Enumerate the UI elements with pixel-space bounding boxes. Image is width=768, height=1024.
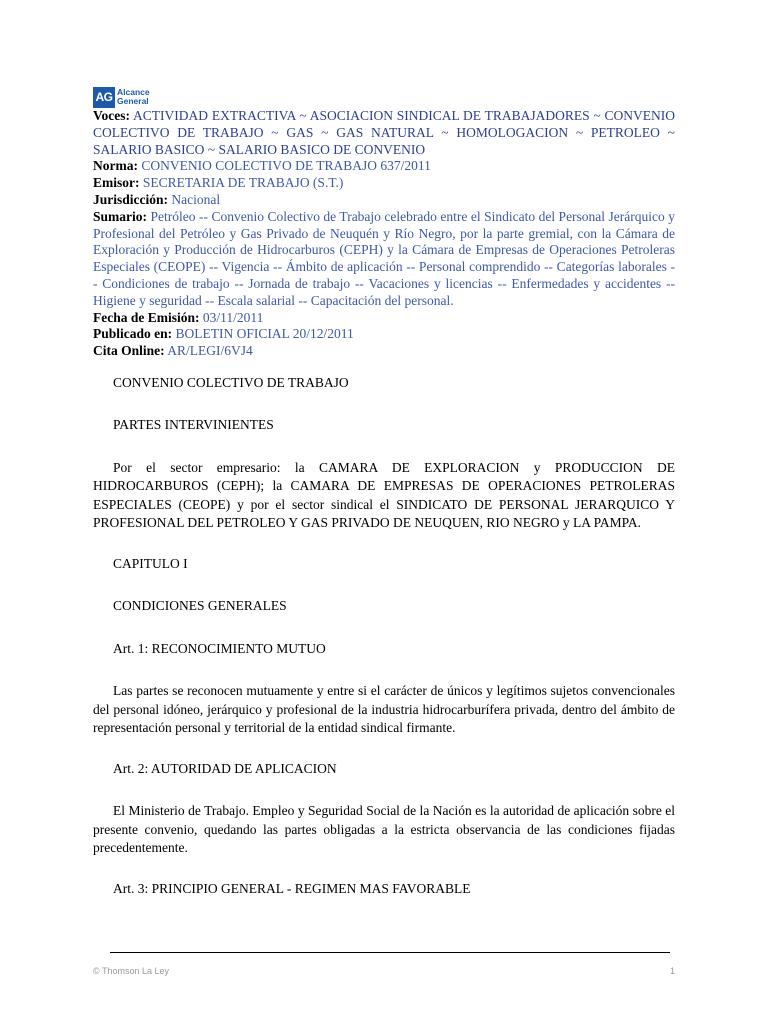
paragraph-art1: Las partes se reconocen mutuamente y entre si el carácter de únicos y legítimos sujetos convencionales del personal idóneo, jerárquico y profesional de la industria hidrocarburífera privada, dentro del ámbito de representación personal y territorial de la entidad sindical firmante. [93, 683, 675, 736]
heading-art1: Art. 1: RECONOCIMIENTO MUTUO [113, 640, 326, 656]
document-page [93, 86, 675, 922]
fecha-row [93, 310, 675, 327]
logo-ag-icon: AG [93, 87, 115, 108]
sumario-row [93, 209, 675, 310]
heading-capitulo: CAPITULO I [113, 555, 188, 571]
alcance-general-logo [93, 86, 675, 108]
heading-partes: PARTES INTERVINIENTES [113, 417, 274, 433]
norma-label: Norma: [93, 158, 138, 174]
emisor-value: SECRETARIA DE TRABAJO (S.T.) [142, 175, 344, 191]
emisor-label: Emisor: [93, 175, 140, 191]
paragraph-partes: Por el sector empresario: la CAMARA DE EXPLORACION y PRODUCCION DE HIDROCARBUROS (CEPH); la CAMARA DE EMPRESAS DE OPERACIONES PETROLERAS ESPECIALES (CEOPE) y por el sector sindical el SINDICATO DE PERSONAL JERARQUICO Y PROFESIONAL DEL PETROLEO Y GAS PRIVADO DE NEUQUEN, RIO NEGRO y LA PAMPA. [93, 459, 675, 531]
page-footer [93, 966, 675, 976]
heading-convenio: CONVENIO COLECTIVO DE TRABAJO [113, 374, 349, 390]
voces-value: ACTIVIDAD EXTRACTIVA ~ ASOCIACION SINDICAL DE TRABAJADORES ~ CONVENIO COLECTIVO DE TRABAJO ~ GAS ~ GAS NATURAL ~ HOMOLOGACION ~ PETROLEO ~ SALARIO BASICO ~ SALARIO BASICO DE CONVENIO [93, 108, 675, 157]
heading-condiciones: CONDICIONES GENERALES [113, 598, 287, 614]
logo-text [117, 88, 150, 106]
paragraph-art2: El Ministerio de Trabajo. Empleo y Seguridad Social de la Nación es la autoridad de aplicación sobre el presente convenio, quedando las partes obligadas a la estricta observancia de las condiciones fijadas precedentemente. [93, 803, 675, 856]
cita-value: AR/LEGI/6VJ4 [167, 343, 253, 359]
footer-copyright: © Thomson La Ley [93, 966, 170, 976]
emisor-row [93, 175, 675, 192]
page-number: 1 [669, 966, 675, 976]
heading-art2: Art. 2: AUTORIDAD DE APLICACION [113, 760, 337, 776]
jurisdiccion-value: Nacional [171, 191, 221, 207]
voces-label: Voces: [93, 108, 130, 123]
document-metadata [93, 108, 675, 360]
publicado-row [93, 326, 675, 343]
fecha-value: 03/11/2011 [202, 309, 264, 325]
publicado-value: BOLETIN OFICIAL 20/12/2011 [175, 326, 354, 342]
norma-row [93, 158, 675, 175]
publicado-label: Publicado en: [93, 326, 173, 342]
voces-row [93, 108, 675, 158]
sumario-value: Petróleo -- Convenio Colectivo de Trabajo celebrado entre el Sindicato del Personal Jerárquico y Profesional del Petróleo y Gas Privado de Neuquén y Río Negro, por la parte gremial, con la Cámara de Exploración y Producción de Hidrocarburos (CEPH) y la Cámara de Empresas de Operaciones Petroleras Especiales (CEOPE) -- Vigencia -- Ámbito de aplicación -- Personal comprendido -- Categorías laborales -- Condiciones de trabajo -- Jornada de trabajo -- Vacaciones y licencias -- Enfermedades y accidentes -- Higiene y seguridad -- Escala salarial -- Capacitación del personal. [93, 208, 676, 308]
jurisdiccion-label: Jurisdicción: [93, 191, 169, 207]
logo-line1: Alcance [117, 87, 150, 97]
document-body [93, 374, 675, 899]
footer-divider [110, 952, 670, 953]
heading-art3: Art. 3: PRINCIPIO GENERAL - REGIMEN MAS FAVORABLE [113, 880, 471, 896]
logo-line2: General [117, 96, 149, 106]
sumario-label: Sumario: [93, 208, 147, 224]
cita-label: Cita Online: [93, 343, 165, 359]
cita-row [93, 343, 675, 360]
fecha-label: Fecha de Emisión: [93, 309, 200, 325]
jurisdiccion-row [93, 192, 675, 209]
norma-value: CONVENIO COLECTIVO DE TRABAJO 637/2011 [141, 158, 431, 174]
